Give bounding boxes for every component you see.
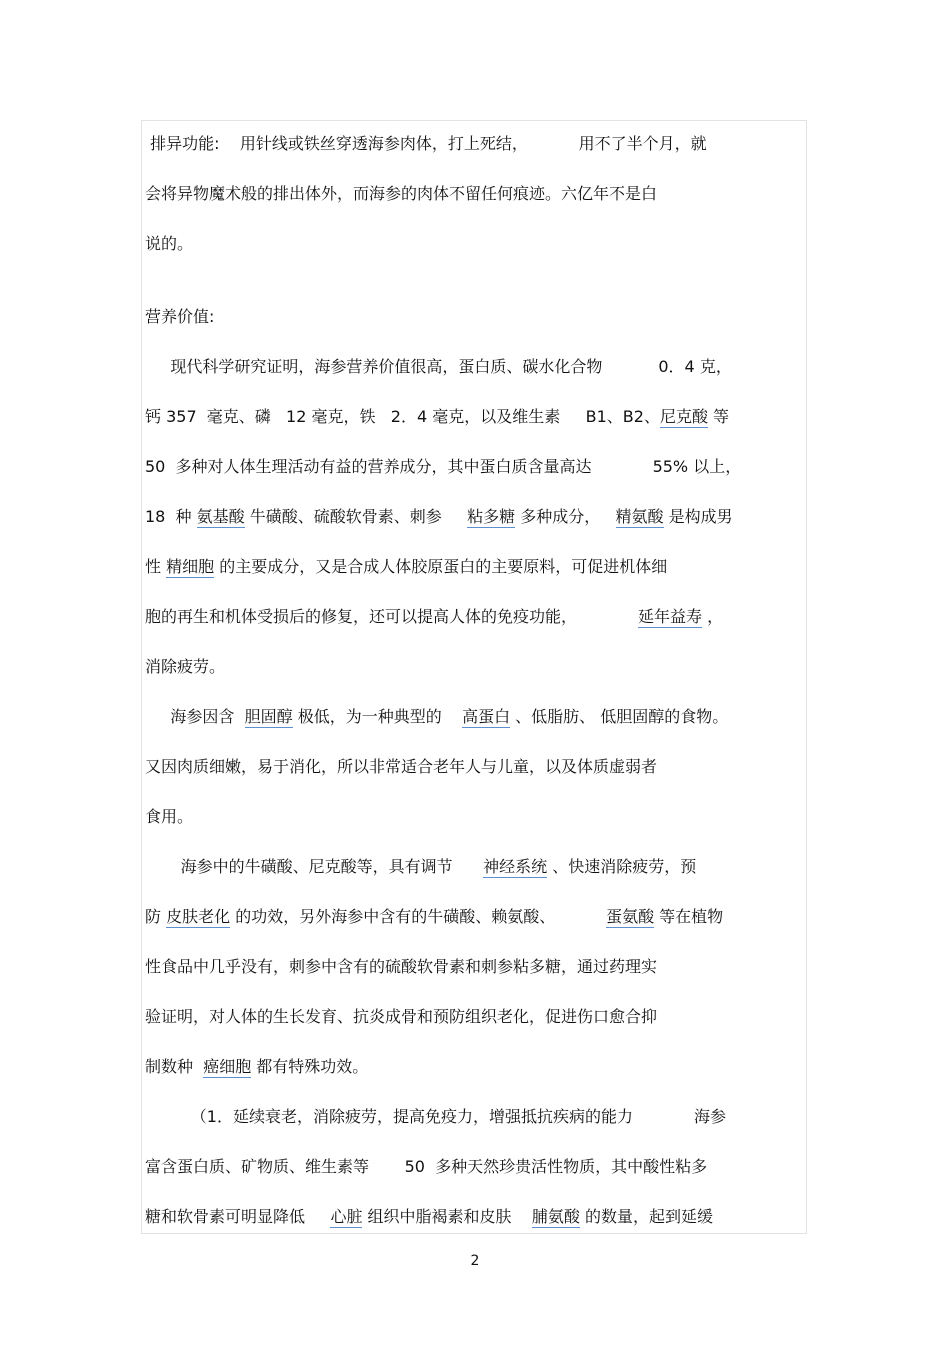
page-number: 2 — [470, 1253, 480, 1269]
text-segment: 极低，为一种典型的 — [292, 707, 463, 726]
text-segment: ， — [702, 607, 724, 626]
text-segment: 验证明，对人体的生长发育、抗炎成骨和预防组织老化，促进伤口愈合抑 — [145, 1007, 658, 1026]
text-segment: 等 — [707, 407, 730, 426]
text-line — [145, 706, 728, 728]
text-line — [145, 356, 732, 378]
text-segment: 防 — [145, 907, 167, 926]
text-segment: 50 多种对人体生理活动有益的营养成分，其中蛋白质含量高达 55% 以上， — [145, 457, 742, 476]
text-segment: 的功效，另外海参中含有的牛磺酸、赖氨酸、 — [230, 907, 607, 926]
text-segment: 钙 357 毫克、磷 12 毫克，铁 2．4 毫克，以及维生素 B1、B2、 — [145, 407, 660, 426]
text-segment: 是构成男 — [663, 507, 733, 526]
text-segment: 现代科学研究证明，海参营养价值很高，蛋白质、碳水化合物 0．4 克， — [145, 357, 732, 376]
text-line — [145, 606, 723, 628]
underlined-term: 心脏 — [330, 1207, 363, 1226]
text-line — [145, 133, 707, 155]
underlined-term: 蛋氨酸 — [606, 907, 655, 926]
underlined-term: 皮肤老化 — [166, 907, 231, 926]
text-line — [145, 656, 225, 678]
underlined-term: 精细胞 — [166, 557, 215, 576]
underlined-term: 精氨酸 — [615, 507, 664, 526]
text-segment: 海参中的牛磺酸、尼克酸等，具有调节 — [145, 857, 484, 876]
text-line — [145, 956, 657, 978]
underlined-term: 氨基酸 — [196, 507, 245, 526]
text-segment: 牛磺酸、硫酸软骨素、刺参 — [244, 507, 468, 526]
underlined-term: 脯氨酸 — [531, 1207, 580, 1226]
text-segment: 都有特殊功效。 — [251, 1057, 369, 1076]
text-line — [145, 233, 193, 255]
text-line — [145, 506, 733, 528]
text-segment: 消除疲劳。 — [145, 657, 226, 676]
text-line — [145, 856, 696, 878]
text-line — [145, 1206, 713, 1228]
underlined-term: 延年益寿 — [638, 607, 703, 626]
text-segment: 胞的再生和机体受损后的修复，还可以提高人体的免疫功能， — [145, 607, 639, 626]
text-segment: 营养价值: — [145, 307, 215, 326]
text-segment: 海参因含 — [145, 707, 245, 726]
text-segment: 性食品中几乎没有，刺参中含有的硫酸软骨素和刺参粘多糖，通过药理实 — [145, 957, 658, 976]
text-line — [145, 1056, 368, 1078]
text-segment: 制数种 — [145, 1057, 204, 1076]
text-segment: 富含蛋白质、矿物质、维生素等 50 多种天然珍贵活性物质，其中酸性粘多 — [145, 1157, 708, 1176]
text-line — [145, 1156, 707, 1178]
text-segment: 等在植物 — [654, 907, 724, 926]
text-line — [145, 556, 667, 578]
text-segment: 组织中脂褐素和皮肤 — [362, 1207, 532, 1226]
text-line — [145, 756, 657, 778]
text-segment: 排异功能: 用针线或铁丝穿透海参肉体，打上死结， 用不了半个月，就 — [145, 134, 707, 153]
underlined-term: 癌细胞 — [203, 1057, 252, 1076]
text-segment: 食用。 — [145, 807, 194, 826]
text-segment: （1．延续衰老，消除疲劳，提高免疫力，增强抵抗疾病的能力 海参 — [145, 1107, 726, 1126]
underlined-term: 神经系统 — [483, 857, 548, 876]
text-segment: 会将异物魔术般的排出体外，而海参的肉体不留任何痕迹。六亿年不是白 — [145, 184, 658, 203]
text-segment: 的数量，起到延缓 — [579, 1207, 713, 1226]
text-line — [145, 906, 723, 928]
text-line — [145, 806, 193, 828]
text-segment: 说的。 — [145, 234, 194, 253]
text-segment: 、快速消除疲劳，预 — [547, 857, 697, 876]
text-line — [145, 1006, 657, 1028]
text-segment: 的主要成分，又是合成人体胶原蛋白的主要原料，可促进机体细 — [214, 557, 668, 576]
text-line — [145, 306, 214, 328]
text-segment: 糖和软骨素可明显降低 — [145, 1207, 331, 1226]
text-line — [145, 1106, 726, 1128]
text-segment: 多种成分， — [515, 507, 616, 526]
underlined-term: 胆固醇 — [244, 707, 293, 726]
underlined-term: 粘多糖 — [467, 507, 516, 526]
text-segment: 18 种 — [145, 507, 197, 526]
underlined-term: 尼克酸 — [659, 407, 708, 426]
text-segment: 又因肉质细嫩，易于消化，所以非常适合老年人与儿童，以及体质虚弱者 — [145, 757, 658, 776]
text-line — [145, 456, 741, 478]
text-line — [145, 183, 657, 205]
underlined-term: 高蛋白 — [462, 707, 511, 726]
text-segment: 、低脂肪、 低胆固醇的食物。 — [510, 707, 729, 726]
text-line — [145, 406, 729, 428]
text-segment: 性 — [145, 557, 167, 576]
